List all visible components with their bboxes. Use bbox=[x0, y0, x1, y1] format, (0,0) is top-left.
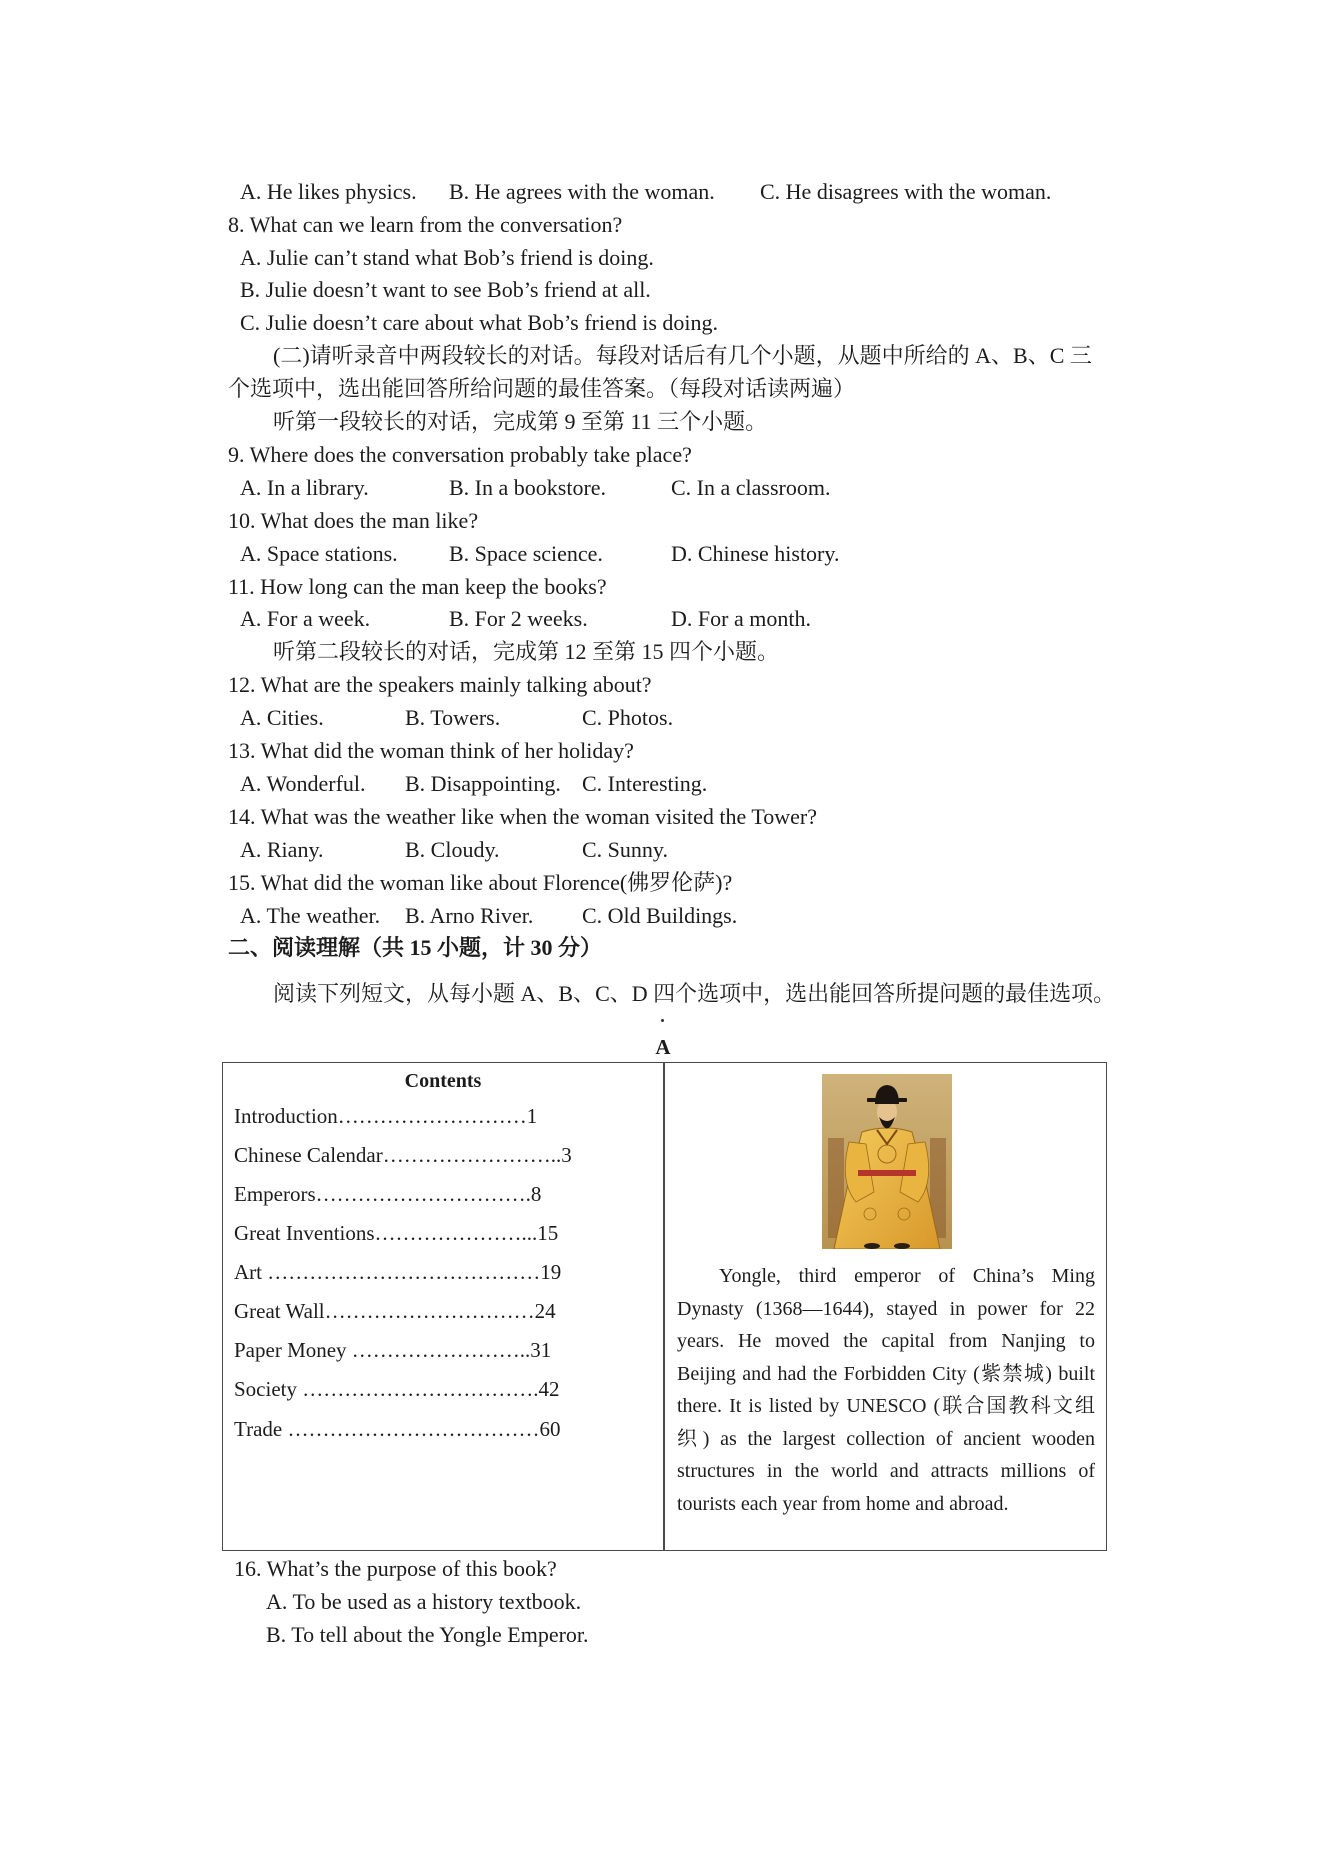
dialogue1-intro: 听第一段较长的对话，完成第 9 至第 11 三个小题。 bbox=[273, 409, 768, 434]
passage-line: there. It is listed by UNESCO (联合国教科文组 bbox=[677, 1395, 1095, 1418]
passage-line: years. He moved the capital from Nanjing to bbox=[677, 1330, 1095, 1353]
q9-option-b: B. In a bookstore. bbox=[449, 474, 607, 500]
q15-option-b: B. Arno River. bbox=[405, 902, 534, 928]
contents-entry: Great Wall…………………………24 bbox=[234, 1299, 556, 1324]
contents-entry: Trade ………………………………60 bbox=[234, 1416, 561, 1441]
q14-option-c: C. Sunny. bbox=[582, 836, 668, 862]
q16-option-b: B. To tell about the Yongle Emperor. bbox=[266, 1622, 589, 1647]
q11-option-a: A. For a week. bbox=[240, 606, 371, 632]
reading-instruction: 阅读下列短文，从每小题 A、B、C、D 四个选项中，选出能回答所提问题的最佳选项。 bbox=[273, 980, 1116, 1006]
contents-entry: Great Inventions…………………...15 bbox=[234, 1221, 559, 1245]
q9-option-c: C. In a classroom. bbox=[671, 474, 831, 500]
q13-option-b: B. Disappointing. bbox=[405, 770, 561, 796]
q15-question: 15. What did the woman like about Florence(佛罗伦萨)? bbox=[228, 869, 733, 895]
emperor-portrait bbox=[822, 1074, 952, 1249]
q12-option-a: A. Cities. bbox=[240, 705, 324, 731]
contents-entry: Society …………………………….42 bbox=[234, 1377, 560, 1402]
q10-option-d: D. Chinese history. bbox=[671, 540, 840, 566]
q14-option-a: A. Riany. bbox=[240, 836, 324, 862]
reading-section-heading: 二、阅读理解（共 15 小题，计 30 分） bbox=[228, 935, 603, 961]
q14-option-b: B. Cloudy. bbox=[405, 836, 500, 862]
q7-option-b: B. He agrees with the woman. bbox=[449, 178, 715, 204]
q15-option-a: A. The weather. bbox=[240, 902, 381, 928]
q7-option-a: A. He likes physics. bbox=[240, 178, 417, 204]
q10-question: 10. What does the man like? bbox=[228, 507, 479, 533]
q8-option-b: B. Julie doesn’t want to see Bob’s friend at all. bbox=[240, 277, 651, 303]
passage-line: Yongle, third emperor of China’s Ming bbox=[719, 1265, 1095, 1288]
q16-question: 16. What’s the purpose of this book? bbox=[234, 1556, 557, 1581]
q8-option-c: C. Julie doesn’t care about what Bob’s friend is doing. bbox=[240, 310, 719, 336]
q11-question: 11. How long can the man keep the books? bbox=[228, 573, 607, 599]
q12-question: 12. What are the speakers mainly talking about? bbox=[228, 672, 652, 698]
passage-label: A bbox=[655, 1035, 671, 1060]
q10-option-a: A. Space stations. bbox=[240, 540, 398, 566]
contents-entry: Art …………………………………19 bbox=[234, 1260, 562, 1285]
q11-option-d: D. For a month. bbox=[671, 606, 811, 632]
q13-question: 13. What did the woman think of her holiday? bbox=[228, 738, 634, 763]
q10-option-b: B. Space science. bbox=[449, 540, 603, 566]
table-divider bbox=[663, 1062, 665, 1551]
passage-line: structures in the world and attracts millions of bbox=[677, 1460, 1095, 1483]
q9-option-a: A. In a library. bbox=[240, 474, 369, 500]
q15-option-c: C. Old Buildings. bbox=[582, 902, 738, 928]
part2-instruction-line-2: 个选项中，选出能回答所给问题的最佳答案。（每段对话读两遍） bbox=[228, 376, 856, 402]
q13-option-c: C. Interesting. bbox=[582, 770, 708, 796]
passage-line: tourists each year from home and abroad. bbox=[677, 1492, 1009, 1515]
passage-line: Beijing and had the Forbidden City (紫禁城) built bbox=[677, 1362, 1095, 1385]
contents-entry: Chinese Calendar……………………..3 bbox=[234, 1142, 572, 1167]
q12-option-c: C. Photos. bbox=[582, 705, 674, 731]
scan-dot-mark bbox=[661, 1019, 664, 1022]
contents-entry: Introduction………………………1 bbox=[234, 1103, 538, 1128]
dialogue2-intro: 听第二段较长的对话，完成第 12 至第 15 四个小题。 bbox=[273, 639, 780, 665]
q16-option-a: A. To be used as a history textbook. bbox=[266, 1589, 582, 1614]
contents-title: Contents bbox=[404, 1070, 482, 1092]
contents-entry: Emperors………………………….8 bbox=[234, 1181, 542, 1206]
q11-option-b: B. For 2 weeks. bbox=[449, 606, 588, 632]
passage-line: Dynasty (1368—1644), stayed in power for 22 bbox=[677, 1297, 1095, 1320]
q14-question: 14. What was the weather like when the woman visited the Tower? bbox=[228, 803, 818, 829]
passage-line: 织) as the largest collection of ancient wooden bbox=[677, 1427, 1095, 1450]
q12-option-b: B. Towers. bbox=[405, 705, 501, 731]
q8-option-a: A. Julie can’t stand what Bob’s friend is doing. bbox=[240, 244, 654, 270]
q7-option-c: C. He disagrees with the woman. bbox=[760, 178, 1052, 204]
contents-entry: Paper Money ……………………..31 bbox=[234, 1338, 552, 1363]
part2-instruction-line-1: (二)请听录音中两段较长的对话。每段对话后有几个小题，从题中所给的 A、B、C 三 bbox=[273, 343, 1092, 369]
q13-option-a: A. Wonderful. bbox=[240, 770, 366, 796]
q8-question: 8. What can we learn from the conversation? bbox=[228, 211, 623, 237]
q9-question: 9. Where does the conversation probably take place? bbox=[228, 441, 692, 467]
